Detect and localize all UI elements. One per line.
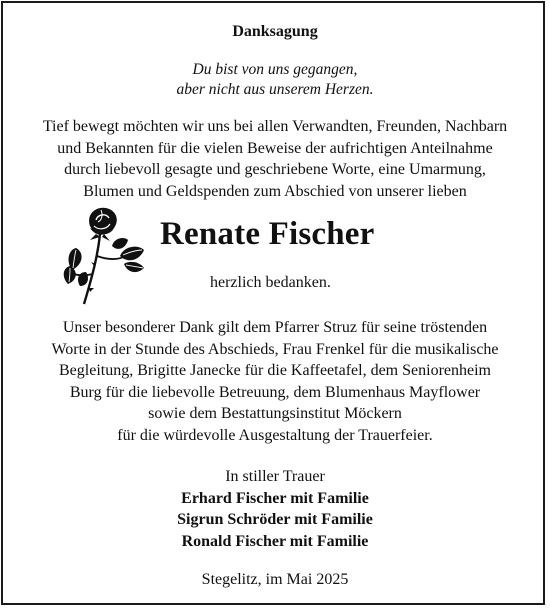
- intro-line: und Bekannten für die vielen Beweise der aufrichtigen Anteilnahme: [57, 139, 493, 157]
- motto-line: aber nicht aus unserem Herzen.: [176, 81, 374, 98]
- mourner-family: Ronald Fischer mit Familie: [181, 532, 369, 550]
- thanks-text: herzlich bedanken.: [210, 274, 331, 291]
- mourning-label: In stiller Trauer: [225, 468, 325, 485]
- special-thanks-paragraph: [0, 317, 550, 446]
- special-thanks-line: Worte in der Stunde des Abschieds, Frau Frenkel für die musikalische: [51, 340, 499, 358]
- deceased-name: Renate Fischer: [160, 216, 375, 252]
- intro-line: Tief bewegt möchten wir uns bei allen Verwandten, Freunden, Nachbarn: [42, 118, 508, 135]
- special-thanks-line: für die würdevolle Ausgestaltung der Trauerfeier.: [117, 426, 433, 444]
- special-thanks-line: Unser besonderer Dank gilt dem Pfarrer Struz für seine tröstenden: [62, 319, 488, 336]
- mourner-family: Sigrun Schröder mit Familie: [177, 511, 373, 528]
- notice-title: Danksagung: [232, 23, 318, 40]
- intro-line: durch liebevoll gesagte und geschriebene Worte, eine Umarmung,: [64, 161, 486, 178]
- intro-line: Blumen und Geldspenden zum Abschied von unserer lieben: [83, 182, 467, 200]
- place-date: Stegelitz, im Mai 2025: [201, 571, 349, 588]
- intro-paragraph: [0, 116, 550, 202]
- mourner-family: Erhard Fischer mit Familie: [181, 489, 369, 507]
- motto: [0, 60, 550, 100]
- mourners-block: [0, 466, 550, 552]
- special-thanks-line: Begleitung, Brigitte Janecke für die Kaffeetafel, dem Seniorenheim: [59, 362, 491, 379]
- motto-line: Du bist von uns gegangen,: [192, 61, 358, 78]
- special-thanks-line: sowie dem Bestattungsinstitut Möckern: [148, 405, 402, 422]
- rose-icon: [60, 204, 150, 306]
- special-thanks-line: Burg für die liebevolle Betreuung, dem Blumenhaus Mayflower: [69, 383, 481, 401]
